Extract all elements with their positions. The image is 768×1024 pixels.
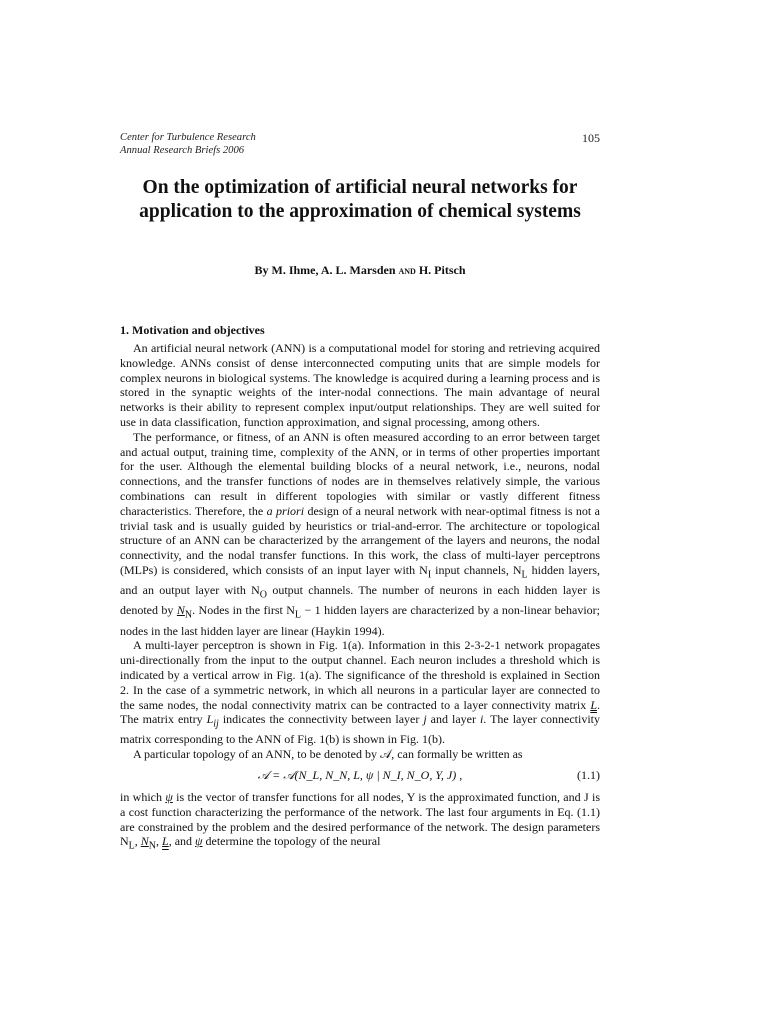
text-run: in which [120, 790, 166, 805]
paragraph-5 [120, 790, 600, 855]
paragraph-4: A particular topology of an ANN, to be denoted by 𝒜, can formally be written as [133, 747, 523, 762]
text-run: − 1 hidden layers are characterized by a non-linear behavior; nodes in the last hidden layer are linear (Haykin 1994). [120, 603, 600, 638]
equation-1-1 [120, 764, 600, 790]
math-symbol: L [590, 697, 597, 712]
paragraph-2 [120, 430, 600, 639]
text-run: output channels. The number of neurons in each hidden layer is denoted by [120, 583, 600, 618]
text-run: design of a neural network with near-optimal fitness is not a trivial task and is usually guided by heuristics or trial-and-error. The architecture or topological structure of an ANN can be characterized by the arrangement of the layers and neurons, the nodal connectivity, and the nodal transfer functions. In this work, the class of multi-layer perceptrons (MLPs) is considered, which consists of an input layer with N [120, 503, 601, 577]
subscript: L [294, 609, 302, 621]
math-symbol: ψ [165, 790, 173, 805]
subscript: O [259, 589, 268, 601]
journal-name: Center for Turbulence Research [120, 132, 256, 143]
text-run: The performance, or fitness, of an ANN is often measured according to an error between target and actual output, training time, complexity of the ANN, or in terms of other properties important for the user. Although the elemental building blocks of a neural network, i.e., neurons, nodal connections, and the transfer functions of nodes are in themselves relatively simple, the various combinations can result in different topologies with similar or vastly different fitness characteristics. Therefore, the [120, 429, 600, 518]
subscript: N [148, 840, 157, 852]
body-text [120, 341, 600, 855]
journal-header [120, 131, 256, 157]
math-symbol: j [423, 712, 427, 727]
author-prefix: By [254, 263, 269, 277]
text-run: . The layer connectivity matrix corresponding to the ANN of Fig. 1(b) is shown in Fig. 1(b). [120, 712, 600, 747]
text-run: , and [168, 834, 196, 849]
journal-volume: Annual Research Briefs 2006 [120, 145, 245, 156]
text-run: . Nodes in the first N [192, 603, 295, 618]
text-run: A multi-layer perceptron is shown in Fig. 1(a). Information in this 2-3-2-1 network propagates uni-directionally from the input to the output channel. Each neuron includes a threshold which is indicated by a vertical arrow in Fig. 1(a). The significance of the threshold is explained in Section 2. In the case of a symmetric network, in which all neurons in a particular layer are connected to the same nodes, the nodal connectivity matrix can be contracted to a layer connectivity matrix [120, 638, 600, 712]
subscript: I [427, 569, 432, 581]
paragraph-3 [120, 638, 600, 747]
math-symbol: i [479, 712, 484, 727]
page-number: 105 [582, 131, 600, 145]
author-last: H. Pitsch [418, 263, 466, 277]
subscript: N [184, 609, 193, 621]
section-heading: 1. Motivation and objectives [120, 323, 265, 337]
paper-title: On the optimization of artificial neural networks for application to the approximation of chemical systems [139, 177, 581, 222]
paragraph-1: An artificial neural network (ANN) is a computational model for storing and retrieving acquired knowledge. ANNs consist of dense interconnected computing units that are simple models for complex neurons in biological systems. The knowledge is acquired during a learning process and is stored in the synaptic weights of the inter-nodal connections. The main advantage of neural networks is their ability to represent complex input/output relationships. They are well suited for use in data classification, function approximation, and signal processing, among others. [120, 341, 600, 429]
text-run: , [134, 834, 141, 849]
equation-body: 𝒜 = 𝒜(N_L, N_N, L, ψ | N_I, N_O, Y, J) , [257, 768, 463, 783]
math-symbol: ψ [195, 834, 203, 849]
subscript: L [128, 840, 135, 852]
subscript: ij [213, 718, 219, 730]
author-line [120, 263, 600, 278]
text-run: determine the topology of the neural [202, 834, 381, 849]
subscript: L [521, 569, 528, 581]
text-run: . The matrix entry [120, 697, 600, 727]
text-run: hidden layers, and an output layer with N [120, 562, 600, 598]
text-run: input channels, N [431, 562, 522, 577]
math-symbol: N [140, 834, 149, 849]
text-run: is the vector of transfer functions for all nodes, Y is the approximated function, and J is a cost function characterizing the performance of the network. The last four arguments in Eq. (1.1) are constrained by the problem and the desired performance of the network. The design parameters N [120, 790, 600, 849]
math-symbol: L [162, 834, 169, 849]
math-symbol: L [206, 712, 214, 727]
text-emphasis: a priori [266, 503, 305, 518]
author-conjunction: and [398, 265, 416, 277]
equation-number: (1.1) [577, 768, 600, 783]
text-run: and layer [426, 712, 480, 727]
author-names: M. Ihme, A. L. Marsden [271, 263, 396, 277]
text-run: indicates the connectivity between layer [218, 712, 424, 727]
text-run: , [156, 834, 163, 849]
math-symbol: N [176, 603, 185, 618]
